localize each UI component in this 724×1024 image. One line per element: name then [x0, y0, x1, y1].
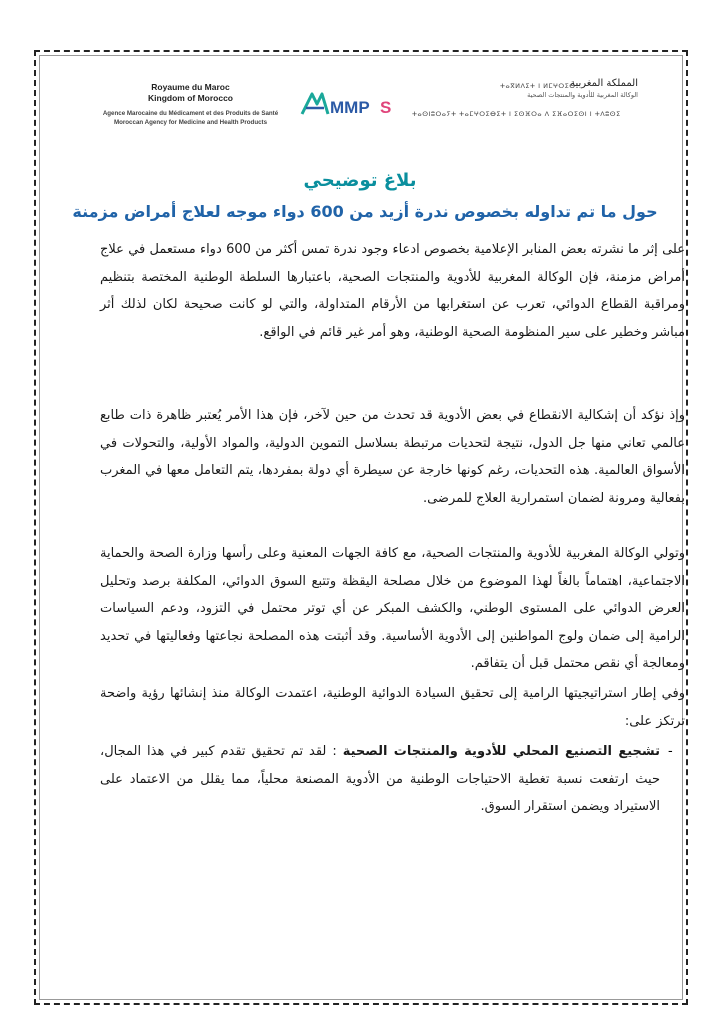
ammps-logo — [298, 86, 408, 122]
header-left-block — [88, 82, 293, 126]
paragraph-4: وفي إطار استراتيجيتها الرامية إلى تحقيق السيادة الدوائية الوطنية، اعتمدت الوكالة منذ إنشائها رؤية واضحة ترتكز على: — [100, 686, 685, 729]
header-kingdom-tifinagh: ⵜⴰⴳⵍⴷⵉⵜ ⵏ ⵍⵎⵖⵔⵉⴱ — [500, 82, 576, 90]
paragraph-3: وتولي الوكالة المغربية للأدوية والمنتجات الصحية، مع كافة الجهات المعنية وعلى رأسها وزارة الصحة والحماية الاجتماعية، اهتماماً بالغاً لهذا الموضوع من خلال مصلحة اليقظة وتتبع السوق الدوائي، المكلفة برصد وتحليل العرض الدوائي على المستوى الوطني، والكشف المبكر عن أي توتر محتمل في التزود، ودعم السياسات الرامية إلى ضمان ولوج المواطنين إلى الأدوية الأساسية. وقد أثبتت هذه المصلحة نجاعتها وفعاليتها في تحديد ومعالجة أي نقص محتمل قبل أن يتفاقم. — [100, 546, 685, 671]
header-agency-en: Moroccan Agency for Medicine and Health Products — [113, 119, 268, 126]
header-agency-tifinagh: ⵜⴰⵙⵏⵓⵔⴰⵢⵜ ⵜⴰⵎⵖⵔⵉⴱⵉⵜ ⵏ ⵉⵙⴼⵔⴰ ⴷ ⵉⴼⴰⵔⵉⵙⵏ ⵏ ⵜⴷⵓⵙⵉ — [412, 110, 621, 118]
header-kingdom-ar: المملكة المغربية — [570, 78, 638, 89]
header-agency-ar: الوكالة المغربية للأدوية والمنتجات الصحية — [527, 91, 638, 99]
logo-text-s: S — [380, 98, 392, 117]
header-agency-fr: Agence Marocaine du Médicament et des Produits de Santé — [102, 110, 279, 117]
header-kingdom-fr: Royaume du Maroc — [151, 82, 230, 92]
paragraph-1: على إثر ما نشرته بعض المنابر الإعلامية بخصوص ادعاء وجود ندرة تمس أكثر من 600 دواء مستعمل في علاج أمراض مزمنة، فإن الوكالة المغربية للأدوية والمنتجات الصحية، باعتبارها السلطة الوطنية المختصة بتنظيم ومراقبة القطاع الدوائي، تعرب عن استغرابها من الأرقام المتداولة، والتي لو كانت صحيحة لكان لذلك أثر مباشر وخطير على سير المنظومة الصحية الوطنية، وهو أمر غير قائم في الواقع. — [100, 242, 685, 340]
bullet-bold-lead: تشجيع التصنيع المحلي للأدوية والمنتجات الصحية — [342, 744, 660, 759]
header-kingdom-en: Kingdom of Morocco — [148, 93, 233, 103]
logo-text: MMP — [330, 98, 370, 117]
document-subtitle: حول ما تم تداوله بخصوص ندرة أزيد من 600 دواء موجه لعلاج أمراض مزمنة — [72, 202, 658, 221]
paragraph-2: وإذ نؤكد أن إشكالية الانقطاع في بعض الأدوية قد تحدث من حين لآخر، فإن هذا الأمر يُعتبر ظاهرة ذات طابع عالمي تعاني منها جل الدول، نتيجة لتحديات مرتبطة بسلاسل التموين الدولية، والمواد الأولية، والتحولات في الأسواق العالمية. هذه التحديات، رغم كونها خارجة عن سيطرة أي دولة بمفردها، يتم التعامل معها في المغرب بفعالية ومرونة لضمان استمرارية العلاج للمرضى. — [100, 408, 685, 506]
bullet-item — [100, 738, 660, 821]
document-title: بلاغ توضيحي — [303, 170, 417, 191]
page-border-inner — [39, 55, 683, 1000]
bullet-text: : لقد تم تحقيق تقدم كبير في هذا المجال، حيث ارتفعت نسبة تغطية الاحتياجات الوطنية من الأدوية المصنعة محلياً، مما يقلل من الاعتماد على الاستيراد ويضمن استقرار السوق. — [100, 744, 660, 814]
bullet-dash: - — [668, 744, 673, 759]
